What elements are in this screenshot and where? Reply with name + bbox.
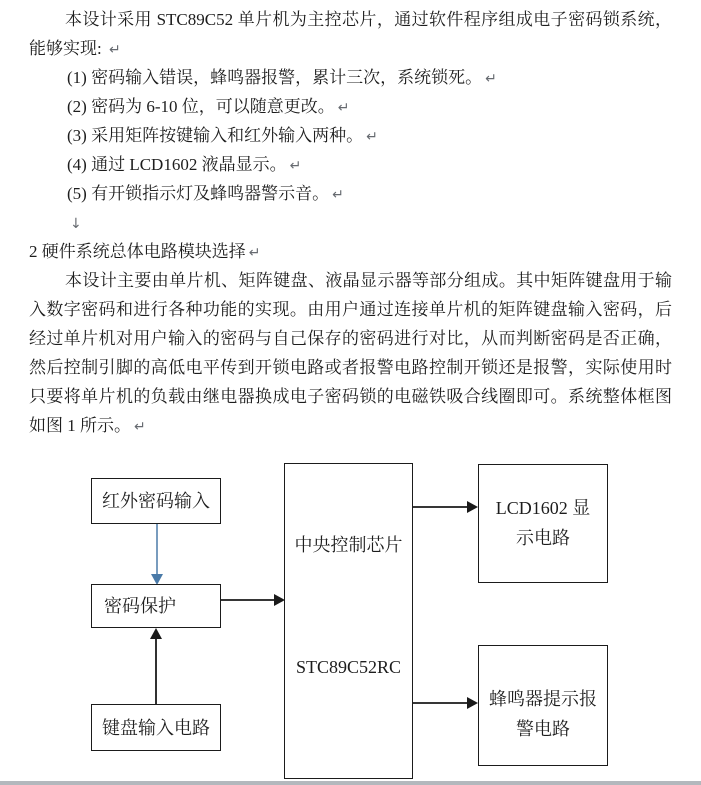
block-central-control-chip: [284, 463, 413, 779]
block-keyboard-input-circuit: [91, 704, 221, 751]
text-line[interactable]: [29, 63, 672, 92]
line-text: 2 硬件系统总体电路模块选择: [29, 242, 246, 261]
line-text: 如图 1 所示。: [29, 416, 131, 435]
line-text: (2) 密码为 6-10 位，可以随意更改。: [67, 97, 335, 116]
text-line[interactable]: [29, 382, 672, 411]
block-label: STC89C52RC: [295, 657, 402, 677]
block-password-protection: [91, 584, 221, 628]
line-text: 本设计主要由单片机、矩阵键盘、液晶显示器等部分组成。其中矩阵键盘用于输: [65, 271, 672, 290]
line-text: 只要将单片机的负载由继电器换成电子密码锁的电磁铁吸合线圈即可。系统整体框图: [29, 387, 672, 406]
block-lcd1602-display-circuit: [478, 464, 608, 583]
text-line[interactable]: [29, 150, 672, 179]
paragraph-mark: ↵: [332, 187, 344, 203]
paragraph-mark: ↵: [485, 71, 497, 87]
line-text: 本设计采用 STC89C52 单片机为主控芯片，通过软件程序组成电子密码锁系统，: [65, 10, 672, 29]
text-line[interactable]: [29, 5, 672, 34]
line-text: 入数字密码和进行各种功能的实现。由用户通过连接单片机的矩阵键盘输入密码，后: [29, 300, 672, 319]
paragraph-mark: ↵: [366, 129, 378, 145]
text-line[interactable]: [29, 179, 672, 208]
paragraph-mark: ↵: [289, 158, 302, 174]
block-label: 蜂鸣器提示报: [489, 689, 597, 709]
text-line[interactable]: [29, 121, 672, 150]
block-label: 红外密码输入: [102, 491, 210, 511]
paragraph-mark: ↵: [248, 245, 261, 261]
page-bottom-divider: [0, 781, 701, 785]
line-text: 然后控制引脚的高低电平传到开锁电路或者报警电路控制开锁还是报警，实际使用时: [29, 358, 672, 377]
text-line[interactable]: [29, 208, 672, 237]
line-text: (4) 通过 LCD1602 液晶显示。: [67, 155, 287, 174]
text-line[interactable]: [29, 295, 672, 324]
text-line[interactable]: [29, 411, 672, 440]
line-text: 经过单片机对用户输入的密码与自己保存的密码进行对比，从而判断密码是否正确，: [29, 329, 672, 348]
block-buzzer-alarm-circuit: [478, 645, 608, 766]
block-label: 密码保护: [104, 596, 176, 616]
line-text: 能够实现:: [29, 39, 106, 58]
line-text: (1) 密码输入错误，蜂鸣器报警，累计三次，系统锁死。: [67, 68, 483, 87]
text-line[interactable]: [29, 266, 672, 295]
paragraph-mark: ↵: [108, 42, 121, 58]
line-text: (5) 有开锁指示灯及蜂鸣器警示音。: [67, 184, 330, 203]
block-label: 中央控制芯片: [294, 535, 403, 555]
arrow-infrared-to-protect: [151, 524, 163, 585]
block-label: 警电路: [516, 719, 570, 739]
block-label: 键盘输入电路: [102, 717, 210, 738]
paragraph-mark: ↵: [337, 100, 350, 116]
block-infrared-password-input: [91, 478, 221, 524]
line-text: (3) 采用矩阵按键输入和红外输入两种。: [67, 126, 364, 145]
block-label: 示电路: [516, 528, 570, 548]
arrow-keyboard-to-protect: [150, 628, 162, 704]
paragraph-mark: ↵: [134, 419, 146, 435]
arrow-central-to-buzzer: [413, 697, 478, 709]
text-line[interactable]: [29, 353, 672, 382]
system-block-diagram: [0, 440, 701, 785]
arrow-protect-to-central: [221, 594, 285, 606]
arrow-central-to-lcd: [413, 501, 478, 513]
text-line[interactable]: [29, 324, 672, 353]
text-line[interactable]: [29, 34, 672, 63]
text-line[interactable]: [29, 237, 672, 266]
line-break-mark: ↓: [70, 216, 82, 232]
block-label: LCD1602 显: [495, 498, 591, 518]
text-line[interactable]: [29, 92, 672, 121]
